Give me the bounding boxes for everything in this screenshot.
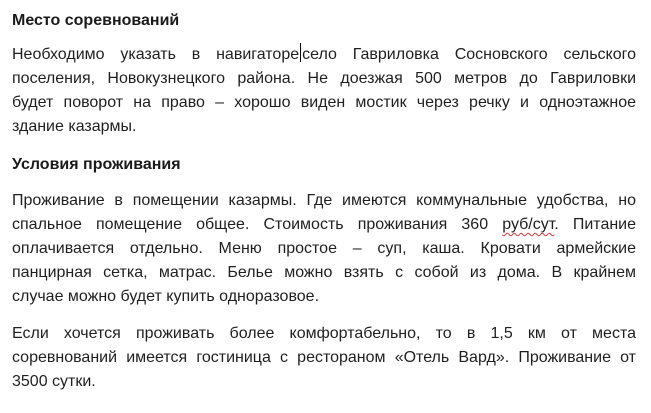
- paragraph-venue: [12, 43, 636, 139]
- heading-venue: Место соревнований: [12, 12, 180, 29]
- paragraph-accommodation: [12, 189, 636, 309]
- text-segment: село Гавриловка Сосновского сельского: [302, 46, 636, 63]
- text-cursor: [300, 43, 301, 62]
- spellcheck-underlined-word[interactable]: руб/сут: [502, 216, 555, 233]
- paragraph-hotel: [12, 322, 636, 394]
- text-segment: Необходимо указать в навигаторе: [12, 46, 300, 63]
- text-line: оплачивается отдельно. Меню простое – суп, каша. Кровати армейские: [12, 240, 636, 257]
- text-line: [12, 43, 636, 67]
- text-line: соревнований имеется гостиница с рестораном «Отель Вард». Проживание от: [12, 349, 636, 366]
- text-segment: спальное помещение общее. Стоимость проживания 360: [12, 216, 489, 233]
- heading-accommodation: Условия проживания: [12, 156, 181, 173]
- text-line: 3500 сутки.: [12, 373, 96, 390]
- text-line: случае можно будет купить одноразовое.: [12, 288, 320, 305]
- text-line: панцирная сетка, матрас. Белье можно взять с собой из дома. В крайнем: [12, 264, 636, 281]
- text-line: Проживание в помещении казармы. Где имеются коммунальные удобства, но: [12, 192, 636, 209]
- text-segment: . Питание: [554, 216, 636, 233]
- text-line: будет поворот на право – хорошо виден мостик через речку и одноэтажное: [12, 94, 636, 111]
- text-line: поселения, Новокузнецкого района. Не доезжая 500 метров до Гавриловки: [12, 70, 636, 87]
- text-line: [12, 213, 636, 237]
- text-line: Если хочется проживать более комфортабельно, то в 1,5 км от места: [12, 325, 636, 342]
- text-line: здание казармы.: [12, 118, 137, 135]
